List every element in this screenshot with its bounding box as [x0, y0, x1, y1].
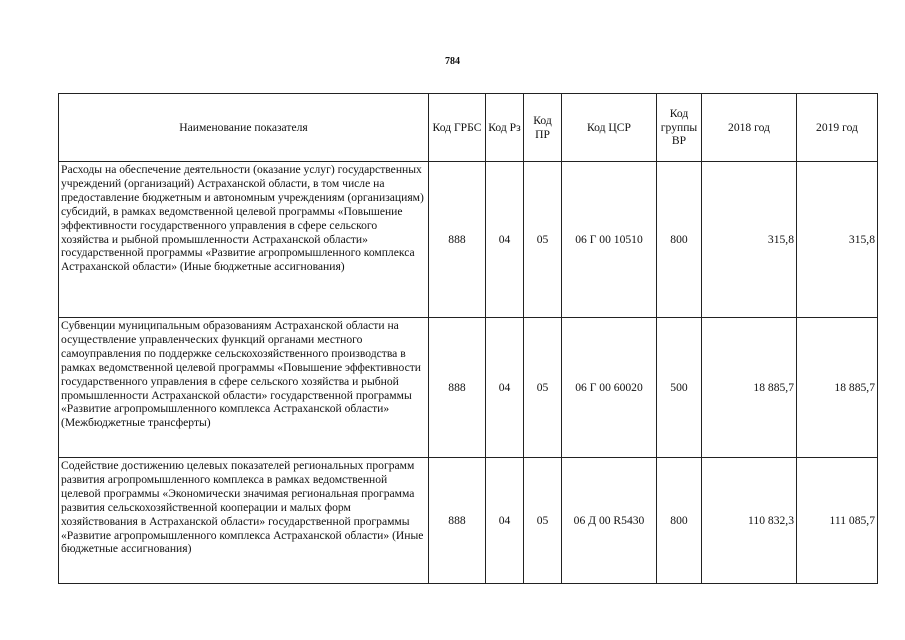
header-grbs: Код ГРБС	[429, 94, 486, 162]
header-pr: Код ПР	[524, 94, 562, 162]
cell-2018: 18 885,7	[702, 318, 797, 458]
cell-2019: 18 885,7	[797, 318, 878, 458]
cell-grbs: 888	[429, 162, 486, 318]
header-2018: 2018 год	[702, 94, 797, 162]
cell-csr: 06 Г 00 10510	[562, 162, 657, 318]
cell-pr: 05	[524, 458, 562, 584]
cell-2018: 315,8	[702, 162, 797, 318]
budget-table	[58, 93, 878, 584]
table-row	[59, 162, 878, 318]
cell-name: Субвенции муниципальным образованиям Астраханской области на осуществление управленческих функций органами местного самоуправления по поддержке сельскохозяйственного производства в рамках ведомственной целевой программы «Повышение эффективности государственного управления в сфере сельского хозяйства и рыбной промышленности Астраханской области» государственной программы «Развитие агропромышленного комплекса Астраханской области» (Межбюджетные трансферты)	[59, 318, 429, 458]
cell-name: Содействие достижению целевых показателей региональных программ развития агропромышленного комплекса в рамках ведомственной целевой программы «Экономически значимая региональная программа развития сельскохозяйственной кооперации и малых форм хозяйствования в Астраханской области» государственной программы «Развитие агропромышленного комплекса Астраханской области» (Иные бюджетные ассигнования)	[59, 458, 429, 584]
cell-rz: 04	[486, 318, 524, 458]
table-header-row	[59, 94, 878, 162]
header-csr: Код ЦСР	[562, 94, 657, 162]
table-row	[59, 318, 878, 458]
cell-name: Расходы на обеспечение деятельности (оказание услуг) государственных учреждений (организаций) Астраханской области, в том числе на предоставление бюджетным и автономным учреждениям (организациям) субсидий, в рамках ведомственной целевой программы «Повышение эффективности государственного управления в сфере сельского хозяйства и рыбной промышленности Астраханской области» государственной программы «Развитие агропромышленного комплекса Астраханской области» (Иные бюджетные ассигнования)	[59, 162, 429, 318]
cell-vr: 500	[657, 318, 702, 458]
cell-csr: 06 Г 00 60020	[562, 318, 657, 458]
header-name: Наименование показателя	[59, 94, 429, 162]
header-2019: 2019 год	[797, 94, 878, 162]
header-vr: Код группы ВР	[657, 94, 702, 162]
header-rz: Код Рз	[486, 94, 524, 162]
cell-2019: 315,8	[797, 162, 878, 318]
cell-grbs: 888	[429, 318, 486, 458]
cell-vr: 800	[657, 162, 702, 318]
cell-rz: 04	[486, 162, 524, 318]
cell-pr: 05	[524, 162, 562, 318]
cell-grbs: 888	[429, 458, 486, 584]
page-number: 784	[445, 56, 460, 67]
cell-pr: 05	[524, 318, 562, 458]
cell-csr: 06 Д 00 R5430	[562, 458, 657, 584]
table-row	[59, 458, 878, 584]
cell-rz: 04	[486, 458, 524, 584]
cell-2019: 111 085,7	[797, 458, 878, 584]
cell-vr: 800	[657, 458, 702, 584]
cell-2018: 110 832,3	[702, 458, 797, 584]
